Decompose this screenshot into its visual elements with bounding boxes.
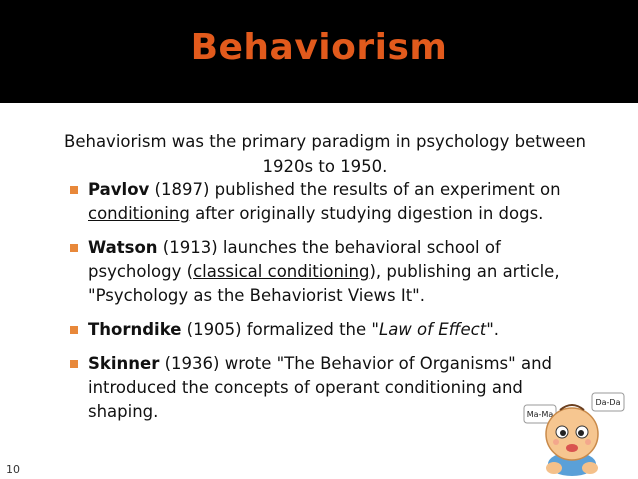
italic-term: Law of Effect: [379, 320, 487, 339]
page-number: 10: [6, 463, 20, 476]
ma-ma-label: Ma-Ma: [526, 410, 554, 419]
bullet-text: wrote "The Behavior of Organisms" and introduced the concepts of operant conditioning and shaping.: [88, 354, 553, 421]
baby-illustration: [500, 372, 630, 477]
bullet-text: published the results of an experiment on: [214, 180, 561, 199]
bullet-marker-icon: [70, 360, 78, 368]
bullet-text: formalized the ": [246, 320, 379, 339]
bullet-year: (1913): [162, 238, 218, 257]
baby-face-icon: [546, 408, 598, 460]
bullet-pavlov: [70, 178, 590, 226]
da-da-bubble: [592, 393, 624, 411]
intro-text: Behaviorism was the primary paradigm in psychology between 1920s to 1950.: [64, 132, 586, 176]
bullet-marker-icon: [70, 186, 78, 194]
da-da-label: Da-Da: [595, 398, 621, 407]
bullet-name: Thorndike: [88, 320, 182, 339]
bullet-thorndike: [70, 318, 590, 342]
bullet-marker-icon: [70, 326, 78, 334]
underlined-term: classical conditioning: [193, 262, 370, 281]
underlined-term: conditioning: [88, 204, 190, 223]
bullet-text: after originally studying digestion in dogs.: [195, 204, 544, 223]
bullet-name: Pavlov: [88, 180, 150, 199]
bullet-name: Watson: [88, 238, 158, 257]
bullet-year: (1936): [164, 354, 220, 373]
bullet-year: (1897): [154, 180, 210, 199]
slide-title: Behaviorism: [190, 27, 448, 68]
bullet-watson: [70, 236, 590, 308]
bullet-text: ".: [486, 320, 500, 339]
bullet-text: ), publishing an article, "Psychology as the Behaviorist Views It".: [88, 262, 560, 305]
bullet-name: Skinner: [88, 354, 160, 373]
bullet-year: (1905): [186, 320, 242, 339]
bullet-text: launches the behavioral school of psychology (: [88, 238, 501, 281]
bullet-marker-icon: [70, 244, 78, 252]
